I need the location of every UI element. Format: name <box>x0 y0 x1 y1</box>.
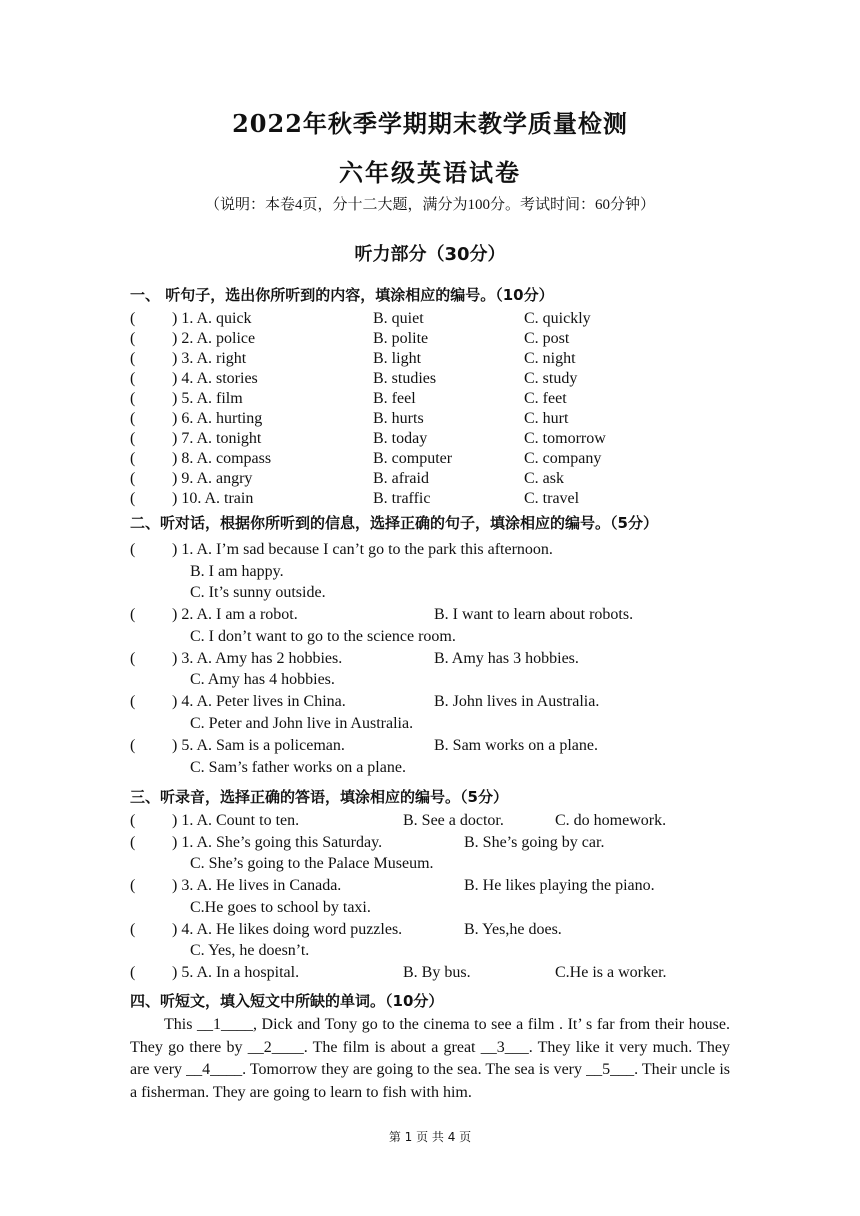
s2-q2-a: ) 2. A. I am a robot. <box>172 606 298 623</box>
s1-option-c: C. hurt <box>524 410 569 427</box>
s3-q5-b: B. By bus. <box>403 964 471 981</box>
section-3-heading: 三、听录音，选择正确的答语，填涂相应的编号。（5分） <box>130 788 508 806</box>
s1-answer-paren: ( <box>130 370 136 387</box>
s3-q4-a: ) 4. A. He likes doing word puzzles. <box>172 921 403 938</box>
s1-option-b: B. afraid <box>373 470 429 487</box>
exam-note: （说明：本卷4页，分十二大题，满分为100分。考试时间：60分钟） <box>204 197 655 213</box>
s1-option-a: ) 10. A. train <box>172 490 254 507</box>
section-1-heading: 一、 听句子，选出你所听到的内容，填涂相应的编号。（10分） <box>130 286 554 304</box>
s2-q1-c: C. It’s sunny outside. <box>190 584 326 601</box>
s3-q3-c: C.He goes to school by taxi. <box>190 899 371 916</box>
s2-q1-a: ) 1. A. I’m sad because I can’t go to the park this afternoon. <box>172 541 553 558</box>
s1-option-b: B. hurts <box>373 410 424 427</box>
s1-option-b: B. today <box>373 430 428 447</box>
exam-subtitle: 六年级英语试卷 <box>339 158 521 187</box>
section-2-heading: 二、听对话，根据你所听到的信息，选择正确的句子，填涂相应的编号。（5分） <box>130 514 658 532</box>
s1-option-c: C. quickly <box>524 310 591 327</box>
s1-answer-paren: ( <box>130 450 136 467</box>
answer-paren: ( <box>130 737 136 754</box>
s1-option-c: C. company <box>524 450 602 467</box>
s2-q5-a: ) 5. A. Sam is a policeman. <box>172 737 345 754</box>
s2-q3-c: C. Amy has 4 hobbies. <box>190 671 335 688</box>
s3-q4-c: C. Yes, he doesn’t. <box>190 942 310 959</box>
s3-q5-c: C.He is a worker. <box>555 964 667 981</box>
s1-option-a: ) 9. A. angry <box>172 470 253 487</box>
cloze-passage: This __1____, Dick and Tony go to the cinema to see a film . It’ s far from their house. They go there by __2____. The film is about a great __3___. They like it very much. They are very __4____. Tomorrow they are going to the sea. The sea is very __5___. Their uncle is a fisherman. They are going to learn to fish with him. <box>130 1016 730 1101</box>
s1-answer-paren: ( <box>130 310 136 327</box>
s1-option-a: ) 2. A. police <box>172 330 256 347</box>
s1-option-a: ) 5. A. film <box>172 390 243 407</box>
s2-q5-b: B. Sam works on a plane. <box>434 737 598 754</box>
s1-option-a: ) 7. A. tonight <box>172 430 262 447</box>
s1-option-a: ) 8. A. compass <box>172 450 272 467</box>
answer-paren: ( <box>130 606 136 623</box>
s3-q2-b: B. She’s going by car. <box>464 834 605 851</box>
s1-option-c: C. tomorrow <box>524 430 606 447</box>
s1-option-c: C. post <box>524 330 570 347</box>
s2-q3-b: B. Amy has 3 hobbies. <box>434 650 579 667</box>
s2-q5-c: C. Sam’s father works on a plane. <box>190 759 406 776</box>
exam-title: 2022年秋季学期期末教学质量检测 <box>232 109 628 138</box>
s2-q4-b: B. John lives in Australia. <box>434 693 600 710</box>
answer-paren: ( <box>130 541 136 558</box>
s2-q4-a: ) 4. A. Peter lives in China. <box>172 693 346 710</box>
s1-option-a: ) 6. A. hurting <box>172 410 263 427</box>
s1-option-b: B. studies <box>373 370 437 387</box>
section-4-heading: 四、听短文，填入短文中所缺的单词。（10分） <box>130 992 444 1010</box>
answer-paren: ( <box>130 650 136 667</box>
s1-answer-paren: ( <box>130 390 136 407</box>
answer-paren: ( <box>130 693 136 710</box>
s3-q1-b: B. See a doctor. <box>403 812 504 829</box>
s3-q2-a: ) 1. A. She’s going this Saturday. <box>172 834 383 851</box>
s3-q5-a: ) 5. A. In a hospital. <box>172 964 300 981</box>
s1-option-b: B. polite <box>373 330 429 347</box>
s1-answer-paren: ( <box>130 490 136 507</box>
s1-answer-paren: ( <box>130 470 136 487</box>
s1-option-c: C. night <box>524 350 576 367</box>
s1-option-b: B. light <box>373 350 422 367</box>
part-heading-listening: 听力部分（30分） <box>354 244 506 265</box>
s2-q4-c: C. Peter and John live in Australia. <box>190 715 414 732</box>
s3-q1-a: ) 1. A. Count to ten. <box>172 812 300 829</box>
s3-q2-c: C. She’s going to the Palace Museum. <box>190 855 434 872</box>
answer-paren: ( <box>130 877 136 894</box>
s1-option-c: C. ask <box>524 470 564 487</box>
page-footer: 第 1 页 共 4 页 <box>388 1130 472 1144</box>
s1-option-c: C. feet <box>524 390 567 407</box>
s1-answer-paren: ( <box>130 410 136 427</box>
s2-q1-b: B. I am happy. <box>190 563 284 580</box>
s3-q4-b: B. Yes,he does. <box>464 921 562 938</box>
s1-answer-paren: ( <box>130 350 136 367</box>
s1-option-a: ) 1. A. quick <box>172 310 252 327</box>
s2-q3-a: ) 3. A. Amy has 2 hobbies. <box>172 650 343 667</box>
s2-q2-b: B. I want to learn about robots. <box>434 606 634 623</box>
s3-q1-c: C. do homework. <box>555 812 667 829</box>
s1-option-b: B. quiet <box>373 310 424 327</box>
answer-paren: ( <box>130 964 136 981</box>
s3-q3-b: B. He likes playing the piano. <box>464 877 655 894</box>
s3-q3-a: ) 3. A. He lives in Canada. <box>172 877 342 894</box>
answer-paren: ( <box>130 812 136 829</box>
s1-option-a: ) 3. A. right <box>172 350 247 367</box>
s1-option-b: B. computer <box>373 450 453 467</box>
s1-answer-paren: ( <box>130 430 136 447</box>
s1-answer-paren: ( <box>130 330 136 347</box>
s1-option-c: C. travel <box>524 490 580 507</box>
s2-q2-c: C. I don’t want to go to the science room. <box>190 628 456 645</box>
s1-option-b: B. feel <box>373 390 416 407</box>
answer-paren: ( <box>130 921 136 938</box>
s1-option-a: ) 4. A. stories <box>172 370 258 387</box>
s1-option-c: C. study <box>524 370 578 387</box>
s1-option-b: B. traffic <box>373 490 431 507</box>
answer-paren: ( <box>130 834 136 851</box>
